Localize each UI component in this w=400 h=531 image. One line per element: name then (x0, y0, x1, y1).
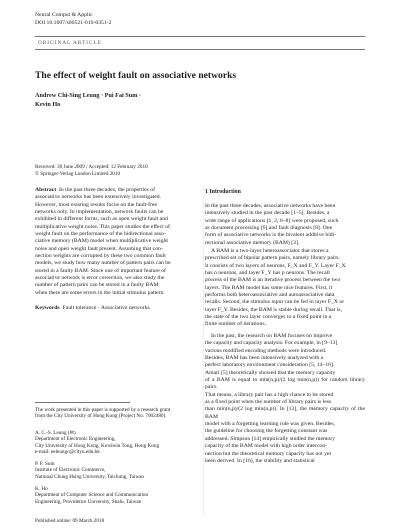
abstract-line: However, most existing results focus on the fault-free (35, 201, 158, 208)
received-date: Received: 30 June 2009 / Accepted: 12 February 2010 (35, 164, 148, 170)
intro-line: recalls. Second, the stimulus input can be fed in layer F_X or (205, 299, 345, 306)
affiliation-ho (35, 486, 200, 505)
affiliation-sum (35, 461, 200, 480)
abstract-line: exhibited in different forms, such as open weight fault and (35, 216, 168, 223)
intro-line: form of associative networks is the bivalent additive bidi- (205, 232, 337, 239)
abstract-line: networks only. In implementation, network faults can be (35, 209, 164, 216)
intro-line: wide range of applications [1, 2, 6–8] were proposed, such (205, 217, 339, 224)
affiliation-email[interactable]: e-mail: eeleungc@cityu.edu.hk (35, 448, 100, 455)
header-rule-bottom (35, 49, 365, 50)
abstract-line: nection weights are corrupted by these two common fault (35, 253, 166, 260)
published-date: Published online: 09 March 2010 (35, 518, 105, 524)
abstract-line: ciative memory (BAM) model when multiplicative weight (35, 238, 168, 245)
section-heading-introduction: 1 Introduction (205, 189, 241, 195)
abstract-line-0: Abstract In the past three decades, the properties of (35, 187, 156, 193)
abstract-line: number of pattern pairs can be stored in a faulty BAM (35, 282, 159, 289)
journal-name: Neural Comput & Applic (35, 12, 93, 18)
intro-line: Besides, BAM has been intensively analyzed with a (205, 355, 324, 362)
intro-line: perfect laboratory environment consideration [5, 14–16]. (205, 362, 335, 369)
affiliation-line: K. Ho (35, 486, 48, 492)
intro-line: the capacity and capacity analysis. For example, in [9–13] (205, 340, 338, 347)
intro-line: It consists of two layers of neurons, F_X and F_Y. Layer F_X (205, 262, 346, 269)
header-rule-top (35, 36, 365, 37)
abstract (35, 187, 195, 297)
affiliation-line: Department of Computer Science and Communication (35, 492, 149, 499)
intro-line: of a BAM is equal to min(n,p)/(2 log min(n,p)) for random library pairs. (205, 377, 365, 391)
intro-line: process of the BAM is an iterative process between the two (205, 277, 341, 284)
affiliation-line: City University of Hong Kong, Kowloon Tong, Hong Kong (35, 442, 160, 449)
intro-line: than min(n,p)/(2 log min(n,p)). In [13], the memory capacity of the BAM (205, 406, 365, 420)
authors-line-2: Kevin Ho (35, 101, 61, 108)
intro-line: the state of the two layer converges to a fixed point in a (205, 314, 332, 321)
intro-line: nection but the theoretical memory capacity has not yet (205, 450, 332, 457)
affiliation-line: A. C.-S. Leung (✉) (35, 430, 76, 436)
paper-title: The effect of weight fault on associative networks (35, 70, 237, 81)
intro-line: That means, a library pair has a high chance to be stored (205, 391, 334, 398)
affiliation-line: Engineering, Providence University, Shalu, Taiwan (35, 498, 142, 505)
authors-line-1: Andrew Chi-Sing Leung · Pui Fai Sum · (35, 92, 141, 99)
keywords-label: Keywords (35, 305, 60, 311)
affiliation-leung (35, 430, 200, 455)
intro-paragraph-2 (205, 248, 365, 329)
intro-line: layer F_Y. Besides, the BAM is stable during recall. That is, (205, 306, 342, 313)
abstract-line: stored in a faulty BAM. Since one of important feature of (35, 267, 166, 274)
abstract-line: associative network is error correction, we also study the (35, 275, 165, 282)
abstract-line: weight fault on the performance of the bidirectional asso- (35, 231, 166, 238)
intro-line: layers. The BAM model has some nice features. First, it (205, 284, 333, 291)
intro-line: A BAM is a two-layer heteroassociator that stores a (211, 248, 329, 254)
intro-line: In the past three decades, associative networks have been (205, 203, 336, 209)
intro-line: addressed. Simpson [14] empirically studied the memory (205, 435, 335, 442)
intro-line: capacity of the BAM model with high order intercon- (205, 443, 327, 450)
abstract-label: Abstract (35, 187, 57, 193)
column-gap (203, 186, 204, 516)
intro-line: In the past, the research on BAM focuses on improve (211, 333, 333, 339)
intro-line: has n neurons, and layer F_Y has p neurons. The recall (205, 270, 330, 277)
intro-line: rectional associative memory (BAM) [3]. (205, 239, 300, 246)
intro-line: intensively studied in the past decade [1–5]. Besides, a (205, 210, 330, 217)
keywords-text: Fault tolerance · Associative networks (62, 305, 150, 311)
intro-line: model with a forgetting learning rule was given. Besides, (205, 421, 336, 428)
doi: DOI 10.1007/s00521-010-0351-2 (35, 20, 112, 26)
affiliation-line: Institute of Electronic Commerce, (35, 467, 106, 474)
keywords (35, 305, 195, 312)
intro-line: finite number of iterations. (205, 321, 266, 328)
article-type: ORIGINAL ARTICLE (38, 40, 102, 46)
funding-note (35, 407, 200, 420)
intro-line: prescribed set of bipolar pattern pairs, namely library pairs. (205, 255, 340, 262)
intro-line: the guideline for choosing the forgetting constant was (205, 428, 328, 435)
abstract-line: noise and open weight fault present. Assuming that con- (35, 245, 163, 252)
abstract-line: models, we study how many number of pattern pairs can be (35, 260, 171, 267)
intro-line: performs both heteroassociative and autoassociative data (205, 292, 335, 299)
intro-line: various modified encoding methods were introduced. (205, 347, 327, 354)
abstract-line: when there are some errors in the initial stimulus pattern. (35, 289, 165, 296)
intro-line: as document processing [6] and fault diagnosis [8]. One (205, 225, 333, 232)
copyright: © Springer-Verlag London Limited 2010 (35, 171, 121, 177)
intro-line: as a fixed point when the number of library pairs is less (205, 399, 332, 406)
affiliation-line: Department of Electronic Engineering, (35, 436, 116, 443)
affiliation-line: P. F. Sum (35, 461, 55, 467)
abstract-line: multiplicative weight noise. This paper studies the effect of (35, 223, 170, 230)
abstract-line: associative networks has been extensively investigated. (35, 194, 162, 201)
funding-line: The work presented in this paper is supported by a research grant (35, 407, 171, 413)
intro-paragraph-1 (205, 203, 365, 247)
footnote-rule (35, 402, 130, 403)
affiliation-line: National Chung Hsing University, Taichung, Taiwan (35, 473, 144, 480)
intro-line: been derived. In [16], the stability and statistical (205, 457, 315, 464)
intro-line: Amari [5] theoretically showed that the memory capacity (205, 369, 336, 376)
funding-line: from the City University of Hong Kong (Project No. 7002480). (35, 413, 167, 420)
intro-paragraph-3 (205, 333, 365, 465)
